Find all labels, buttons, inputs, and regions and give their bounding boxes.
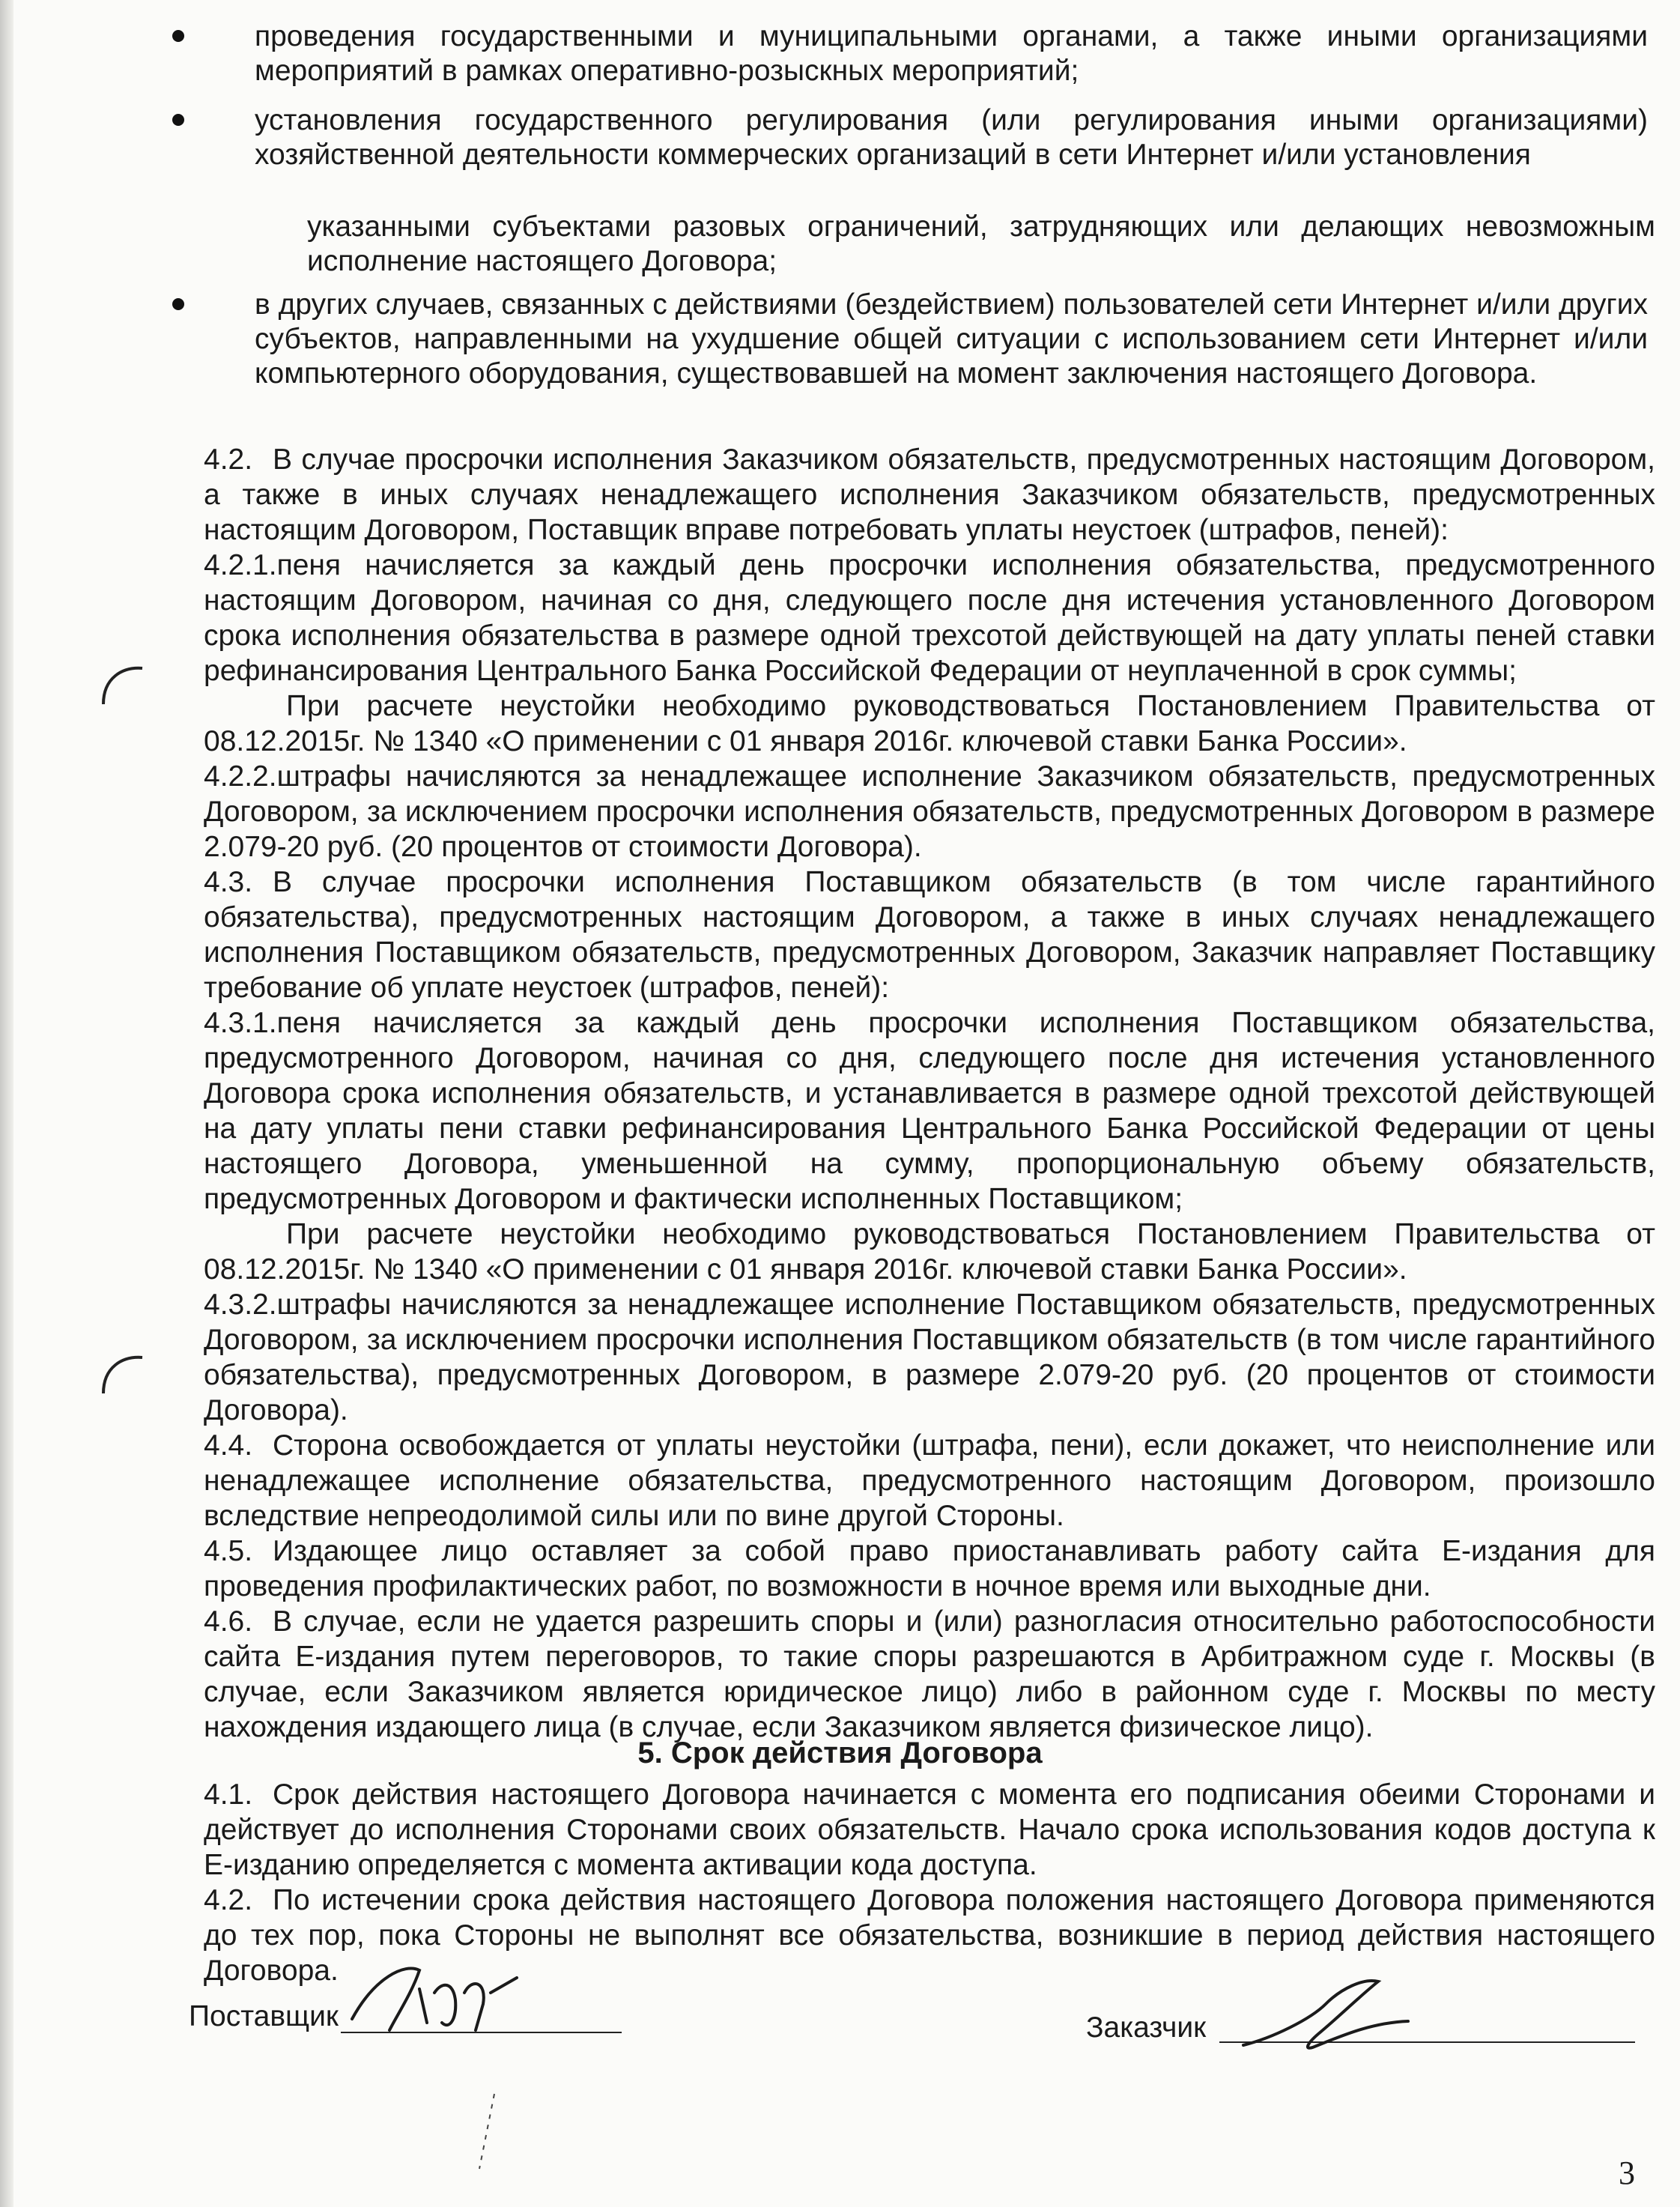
bullet-text: установления государственного регулирования (или регулирования иными организациями) хозяйственной деятельности коммерческих организаций в сети Интернет и/или установления: [255, 104, 1648, 171]
customer-label: Заказчик: [1086, 2011, 1207, 2044]
bullet-text: проведения государственными и муниципальными органами, а также иными организациями мероприятий в рамках оперативно-розыскных мероприятий;: [255, 20, 1648, 87]
punch-hole-mark-icon: [96, 1348, 148, 1401]
clause-number: 4.3.: [204, 866, 253, 898]
bullet-text: в других случаев, связанных с действиями (бездействием) пользователей сети Интернет и/или других субъектов, направленными на ухудшение общей ситуации с использованием сети Интернет и/или компьютерного оборудования, существовавшей на момент заключения настоящего Договора.: [255, 288, 1648, 390]
clause-note: При расчете неустойки необходимо руководствоваться Постановлением Правительства от 08.12.2015г. № 1340 «О применении с 01 января 2016г. ключевой ставки Банка России».: [204, 1218, 1655, 1286]
bullet-icon: [172, 298, 184, 310]
clause-text: штрафы начисляются за ненадлежащее исполнение Поставщиком обязательств, предусмотренных Договором, за исключением просрочки исполнения Поставщиком обязательств (в том числе гарантийного обязательства), предусмотренных Договором, в размере 2.079-20 руб. (20 процентов от стоимости Договора).: [204, 1289, 1655, 1426]
page-number: 3: [1619, 2155, 1635, 2191]
clause-number: 4.2.2.: [204, 760, 277, 793]
clause-number: 4.2.1.: [204, 549, 277, 581]
bullet-continuation: указанными субъектами разовых ограничений, затрудняющих или делающих невозможным исполнение настоящего Договора;: [307, 211, 1655, 277]
clause-text: В случае просрочки исполнения Поставщиком обязательств (в том числе гарантийного обязательства), предусмотренных настоящим Договором, а также в иных случаях ненадлежащего исполнения Поставщиком обязательств, предусмотренных Договором, Заказчик направляет Поставщику требование об уплате неустоек (штрафов, пеней):: [204, 866, 1655, 1004]
clause: [204, 548, 1655, 688]
clause: [204, 1428, 1655, 1534]
clause-number: 4.6.: [204, 1605, 253, 1638]
clause: [204, 442, 1655, 548]
clause: [204, 1005, 1655, 1217]
clause-text: пеня начисляется за каждый день просрочки исполнения обязательства, предусмотренного настоящим Договором, начиная со дня, следующего после дня истечения установленного Договором срока исполнения обязательства в размере одной трехсотой действующей на дату уплаты пеней ставки рефинансирования Центрального Банка Российской Федерации от неуплаченной в срок суммы;: [204, 549, 1655, 687]
bullet-icon: [172, 30, 184, 42]
clause: [204, 1777, 1655, 1883]
list-item: [255, 288, 1648, 391]
clause-number: 4.2.: [204, 443, 253, 476]
clause-number: 4.3.1.: [204, 1007, 277, 1039]
list-item: [255, 19, 1648, 88]
bullet-icon: [172, 114, 184, 126]
clauses-section: [204, 442, 1655, 1745]
clause: [204, 1534, 1655, 1604]
clause-text: Сторона освобождается от уплаты неустойки (штрафа, пени), если докажет, что неисполнение или ненадлежащее исполнение обязательства, предусмотренного настоящим Договором, произошло вследствие непреодолимой силы или по вине другой Стороны.: [204, 1429, 1655, 1532]
clause-text: Срок действия настоящего Договора начинается с момента его подписания обеими Сторонами и действует до исполнения Сторонами своих обязательств. Начало срока использования кодов доступа к Е-изданию определяется с момента активации кода доступа.: [204, 1778, 1655, 1881]
clause-text: Издающее лицо оставляет за собой право приостанавливать работу сайта Е-издания для проведения профилактических работ, по возможности в ночное время или выходные дни.: [204, 1535, 1655, 1602]
supplier-signature-icon: [322, 1948, 547, 2045]
clause-number: 4.4.: [204, 1429, 253, 1462]
clause-text: пеня начисляется за каждый день просрочки исполнения Поставщиком обязательства, предусмотренного Договором, начиная со дня, следующего после дня истечения установленного Договора срока исполнения обязательств, и устанавливается в размере одной трехсотой действующей на дату уплаты пени ставки рефинансирования Центрального Банка Российской Федерации от цены настоящего Договора, уменьшенной на сумму, пропорциональную объему обязательств, предусмотренных Договором и фактически исполненных Поставщиком;: [204, 1007, 1655, 1215]
clause: [204, 1604, 1655, 1745]
clause-number: 4.5.: [204, 1535, 253, 1567]
clause-text: В случае, если не удается разрешить споры и (или) разногласия относительно работоспособности сайта Е-издания путем переговоров, то такие споры разрешаются в Арбитражном суде г. Москвы (в случае, если Заказчиком является юридическое лицо) либо в районном суде г. Москвы по месту нахождения издающего лица (в случае, если Заказчиком является физическое лицо).: [204, 1605, 1655, 1743]
pen-mark-icon: [472, 2090, 502, 2173]
clause-text: По истечении срока действия настоящего Договора положения настоящего Договора применяются до тех пор, пока Стороны не выполнят все обязательства, возникшие в период действия настоящего Договора.: [204, 1884, 1655, 1987]
customer-signature-icon: [1228, 1963, 1423, 2060]
clause: [204, 865, 1655, 1005]
clause: [204, 1287, 1655, 1428]
bullet-list: [255, 288, 1648, 406]
clause-note: При расчете неустойки необходимо руководствоваться Постановлением Правительства от 08.12.2015г. № 1340 «О применении с 01 января 2016г. ключевой ставки Банка России».: [204, 690, 1655, 757]
clause-number: 4.3.2.: [204, 1289, 277, 1321]
clause-number: 4.2.: [204, 1884, 253, 1916]
punch-hole-mark-icon: [96, 659, 148, 712]
list-item: [255, 103, 1648, 172]
scan-edge: [0, 0, 13, 2207]
bullet-list: [255, 19, 1648, 187]
clause-text: В случае просрочки исполнения Заказчиком обязательств, предусмотренных настоящим Договором, а также в иных случаях ненадлежащего исполнения Заказчиком обязательств, предусмотренных настоящим Договором, Поставщик вправе потребовать уплаты неустоек (штрафов, пеней):: [204, 443, 1655, 546]
section-heading: 5. Срок действия Договора: [637, 1737, 1043, 1769]
clause: [204, 759, 1655, 865]
supplier-label: Поставщик: [189, 2000, 339, 2032]
clause-number: 4.1.: [204, 1778, 253, 1811]
clause-text: штрафы начисляются за ненадлежащее исполнение Заказчиком обязательств, предусмотренных Договором, за исключением просрочки исполнения обязательств, предусмотренных Договором в размере 2.079-20 руб. (20 процентов от стоимости Договора).: [204, 760, 1655, 863]
